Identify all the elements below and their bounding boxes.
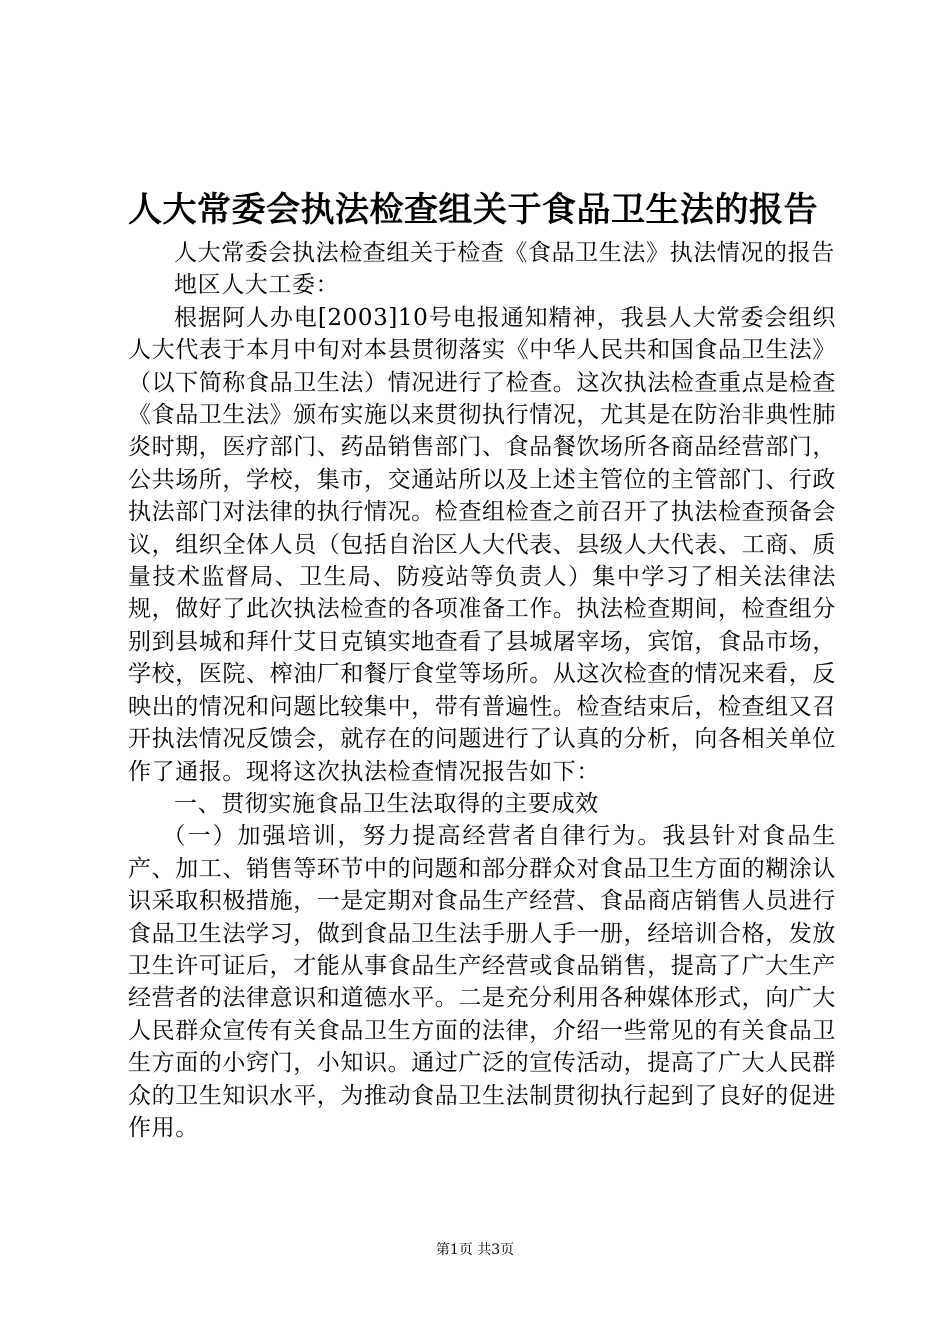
salutation-paragraph: 地区人大工委： <box>174 272 340 299</box>
section-heading: 一、贯彻实施食品卫生法取得的主要成效 <box>174 790 599 817</box>
page-number-footer: 第1页 共3页 <box>435 1242 515 1258</box>
subsection-paragraph: （一）加强培训，努力提高经营者自律行为。我县针对食品生产、加工、销售等环节中的问题和部分群众对食品卫生方面的糊涂认识采取积极措施，一是定期对食品生产经营、食品商店销售人员进行食品卫生法学习，做到食品卫生法手册人手一册，经培训合格，发放卫生许可证后，才能从事食品生产经营或食品销售，提高了广大生产经营者的法律意识和道德水平。二是充分利用各种媒体形式，向广大人民群众宣传有关食品卫生方面的法律，介绍一些常见的有关食品卫生方面的小窍门，小知识。通过广泛的宣传活动，提高了广大人民群众的卫生知识水平，为推动食品卫生法制贯彻执行起到了良好的促进作用。 <box>128 823 836 1141</box>
report-subtitle-paragraph: 人大常委会执法检查组关于检查《食品卫生法》执法情况的报告 <box>174 240 835 266</box>
intro-paragraph: 根据阿人办电[2003]10号电报通知精神，我县人大常委会组织人大代表于本月中旬对本县贯彻落实《中华人民共和国食品卫生法》（以下简称食品卫生法）情况进行了检查。这次执法检查重点是检查《食品卫生法》颁布实施以来贯彻执行情况，尤其是在防治非典性肺炎时期，医疗部门、药品销售部门、食品餐饮场所各商品经营部门，公共场所，学校，集市，交通站所以及上述主管位的主管部门、行政执法部门对法律的执行情况。检查组检查之前召开了执法检查预备会议，组织全体人员（包括自治区人大代表、县级人大代表、工商、质量技术监督局、卫生局、防疫站等负责人）集中学习了相关法律法规，做好了此次执法检查的各项准备工作。执法检查期间，检查组分别到县城和拜什艾日克镇实地查看了县城屠宰场，宾馆，食品市场，学校，医院、榨油厂和餐厅食堂等场所。从这次检查的情况来看，反映出的情况和问题比较集中，带有普遍性。检查结束后，检查组又召开执法情况反馈会，就存在的问题进行了认真的分析，向各相关单位作了通报。现将这次执法检查情况报告如下： <box>128 304 836 785</box>
document-body <box>128 237 836 1144</box>
document-title: 人大常委会执法检查组关于食品卫生法的报告 <box>128 190 818 230</box>
